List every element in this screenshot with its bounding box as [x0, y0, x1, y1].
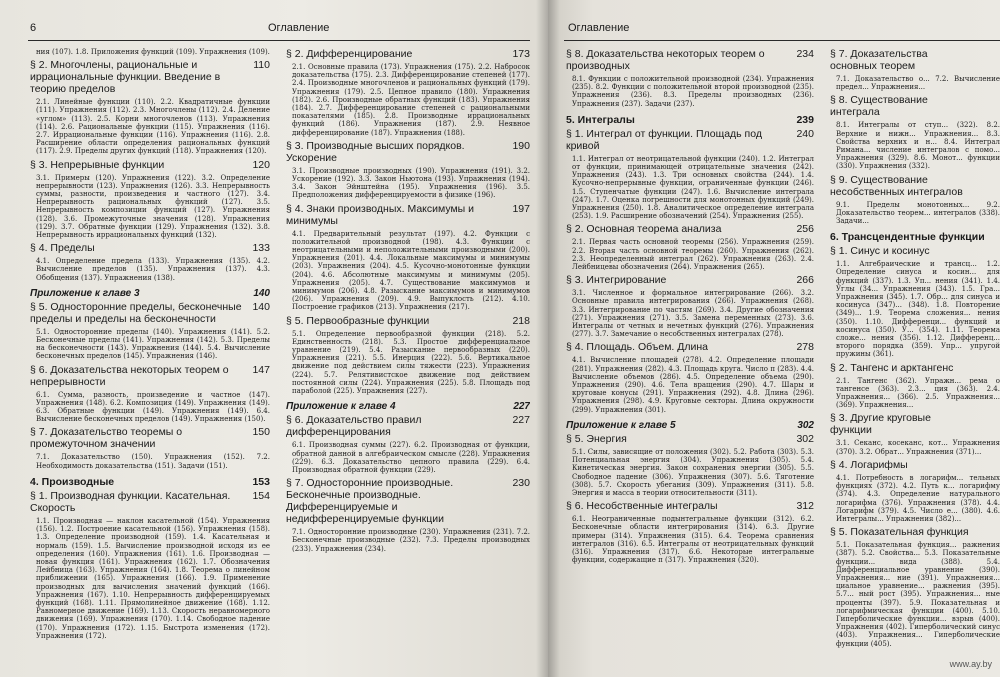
left-head-rule [28, 40, 530, 41]
toc-subsections: 1.1. Алгебраические и трансц... 1.2. Определение синуса и косин... для функций (337). 1.3. Уп... нения (341). 1.4. Углы (34... Упражнения (343). 1.5. Гра... Упражнения (345). 1.7. Обр... для синуса и косинуса (347)... (348). 1.8. Повторение (349)... 1.9. Теорема сложения... нения (350). 1.10. Дифференци... функций и косинуса (350). У... (354). 1.11. Теорема сложе... нения (356). 1.12. Дифференц... второго порядка (359). Упр... упругой пружины (361). [836, 260, 1000, 359]
entry-title: § 3. Интегрирование [566, 274, 667, 287]
section-entry [30, 59, 270, 95]
entry-title: § 1. Синус и косинус [830, 245, 930, 258]
section-entry [830, 174, 1000, 198]
section-entry [30, 242, 270, 254]
toc-subsections: 2.1. Тангенс (362). Упражн... рема о тангенсе (363). 2.3... ция (363). 2.4. Упражнения... (366). 2.5. Упражнения... (369). Упражнения... [836, 376, 1000, 410]
right-running-head: Оглавление [568, 22, 630, 34]
section-entry [830, 245, 1000, 257]
entry-title: § 7. Доказательства основных теорем [830, 48, 928, 72]
section-entry [286, 477, 530, 525]
entry-page: 147 [252, 363, 270, 376]
toc-subsections: 4.1. Предварительный результат (197). 4.2. Функции с положительной производной (198). 4.3. Функции с неотрицательными и неположительными производными (200). Упражнения (201). 4.4. Локальные максимумы и минимумы (203). Упражнения (204). 4.5. Кусочно-монотонные функции (204). 4.6. Абсолютные максимумы и минимумы (205). Упражнения (205). 4.7. Существование максимумов и минимумов (206). 4.8. Разыскание максимумов и минимумов (206). Упражнения (209). 4.9. Выпуклость (212). 4.10. Построение графиков (213). Упражнения (217). [292, 229, 530, 312]
entry-title: § 9. Существование несобственных интегралов [830, 173, 963, 198]
section-entry [286, 203, 530, 227]
entry-page: 302 [796, 432, 814, 445]
toc-subsections: 8.1. Функции с положительной производной (234). Упражнения (235). 8.2. Функции с положительной второй производной (235). Упражнения (236). 8.3. Пределы производных (236). Упражнения (237). Задачи (237). [572, 75, 814, 108]
toc-subsections: 1.1. Производная — наклон касательной (154). Упражнения (156). 1.2. Построение касательной (156). Упражнения (158). 1.3. Определение производной (159). 1.4. Касательная и нормаль (159). 1.5. Вычисление производной исходя из ее определения (160). Упражнения (161). 1.6. Производная — новая функция (161). Упражнения (162). 1.7. Обозначения Лейбница (163). Упражнения (164). 1.8. Теорема о линейном приближении (165). Упражнения (166). 1.9. Применение производных для вычисления значений функций (166). Упражнения (167). 1.10. Непрерывность дифференцируемых функций (168). 1.11. Прямолинейное движение (168). 1.12. Равномерное движение (169). 1.13. Скорость неравномерного движения (169). Упражнения (170). 1.14. Свободное падение (170). Упражнения (172). 1.15. Быстрота изменения (172). Упражнения (172). [36, 516, 270, 640]
section-entry [566, 223, 814, 235]
section-entry [830, 526, 1000, 538]
toc-subsections: 7.1. Односторонние производные (230). Упражнения (231). 7.2. Бесконечные производные (232). 7.3. Пределы производных (233). Упражнения (234). [292, 528, 530, 553]
toc-subsections: 3.1. Численное и формальное интегрирование (266). 3.2. Основные правила интегрирования (266). Упражнения (268). 3.3. Интегрирование по частям (269). 3.4. Другие обозначения (271). Упражнения (271). 3.5. Замена переменных (273). 3.6. Интегралы от четных и нечетных функций (276). Упражнения (277). 3.7. Замечание о несобственных интегралах (278). [572, 289, 814, 339]
entry-title: § 3. Другие круговые функции [830, 412, 931, 437]
section-entry [286, 140, 530, 164]
section-entry [566, 274, 814, 286]
entry-title: § 6. Доказательство правил дифференцирования [286, 414, 422, 439]
entry-page: 240 [796, 127, 814, 140]
section-entry [286, 414, 530, 438]
chapter-heading [566, 114, 814, 126]
entry-page: 227 [513, 401, 530, 413]
entry-title: § 7. Доказательство теоремы о промежуточном значении [30, 426, 183, 451]
entry-title: § 4. Логарифмы [830, 458, 908, 471]
entry-title: § 4. Знаки производных. Максимумы и минимумы [286, 202, 475, 227]
entry-page: 110 [253, 59, 270, 72]
right-head-rule [564, 40, 1000, 41]
entry-page: 239 [796, 113, 814, 126]
entry-page: 227 [512, 414, 530, 427]
entry-page: 173 [512, 48, 530, 60]
section-entry [566, 500, 814, 512]
toc-subsections: 1.1. Интеграл от неотрицательной функции (240). 1.2. Интеграл от функции, принимающей отрицательные значения (242). Упражнения (243). 1.3. Три основных свойства (244). 1.4. Кусочно-непрерывные функции, ограниченные функции (246). 1.5. Ступенчатые функции (247). 1.6. Вычисление интеграла (247). 1.7. Оценка погрешности для монотонных функций (249). Упражнения (250). 1.8. Аналитическое определение интеграла (253). 1.9. Расширение обозначений (254). Упражнения (255). [572, 154, 814, 221]
entry-page: 120 [252, 158, 270, 171]
entry-title: § 5. Односторонние пределы, бесконечные пределы и пределы на бесконечности [30, 300, 242, 325]
section-entry [30, 301, 270, 325]
entry-title: § 1. Интеграл от функции. Площадь под кривой [566, 127, 762, 152]
entry-page: 154 [252, 489, 270, 502]
left-running-head: Оглавление [268, 22, 330, 34]
section-entry [30, 364, 270, 388]
entry-title: § 8. Доказательства некоторых теорем о производных [566, 48, 765, 72]
section-entry [566, 433, 814, 445]
entry-page: 140 [253, 287, 270, 299]
toc-subsections: 3.1. Секанс, косеканс, кот... Упражнения (370). 3.2. Обрат... Упражнения (371)... [836, 439, 1000, 456]
watermark: www.ay.by [949, 659, 992, 669]
section-entry [30, 159, 270, 171]
appendix-heading [566, 420, 814, 431]
toc-subsections: ния (107). 1.8. Приложения функций (109). Упражнения (109). [36, 48, 270, 56]
toc-subsections: 5.1. Показательная функция... ражнения (387). 5.2. Свойства... 5.3. Показательные функции... вида (388). 5.4. Дифференциальное уравнение (390). Упражнения... ние (391). Упражнения... циальное уравнение... ражнения (395). 5.7... ный рост (395). Упражнения... ные проценты (397). 5.9. Показательная и логарифмическая функции (400). 5.10. Гиперболические функции... взрыв (400). Упражнения (402). Гиперболический синус (403). Упражнения... Гиперболические функции (405). [836, 541, 1000, 648]
entry-page: 302 [797, 419, 814, 431]
entry-page: 150 [252, 426, 270, 439]
toc-subsections: 3.1. Примеры (120). Упражнения (122). 3.2. Определение непрерывности (123). Упражнения (126). 3.3. Непрерывность суммы, разности, произведения и частного (127). 3.4. Непрерывность рациональных функций (127). 3.5. Непрерывность композиции функций (127). Упражнения (128). 3.6. Промежуточные значения (128). Упражнения (129). 3.7. Обратные функции (129). Упражнения (132). 3.8. Непрерывность иррациональных функций (132). [36, 173, 270, 240]
toc-subsections: 2.1. Основные правила (173). Упражнения (175). 2.2. Набросок доказательства (175). 2.3. Дифференцирование степеней (177). 2.4. Производные многочленов и рациональных функций (179). Упражнения (179). 2.5. Цепное правило (180). Упражнения (182). 2.6. Производные обратных функций (183). Упражнения (184). 2.7. Дифференцирование степеней с рациональными показателями (185). 2.8. Производные иррациональных функций (186). Упражнения (187). 2.9. Неявное дифференцирование (187). Упражнения (188). [292, 63, 530, 137]
entry-page: 230 [512, 477, 530, 490]
entry-title: § 6. Доказательства некоторых теорем о непрерывности [30, 363, 229, 388]
entry-title: Приложение к главе 5 [566, 419, 676, 431]
entry-title: § 7. Односторонние производные. Бесконечные производные. Дифференцируемые и недифференцируемые функции [286, 477, 454, 526]
toc-subsections: 4.1. Вычисление площадей (278). 4.2. Определение площади (281). Упражнения (282). 4.3. Площадь круга. Число π (283). 4.4. Вычисление объемов (286). 4.5. Определение объема (290). Упражнения (290). 4.6. Тела вращения (290). 4.7. Шары и круговые конусы (291). Упражнения (292). 4.8. Длина (296). Упражнения (298). 4.9. Круговые секторы. Длина окружности (299). Упражнения (301). [572, 356, 814, 414]
entry-page: 278 [796, 341, 814, 354]
chapter-heading [830, 231, 1000, 243]
left-column-1 [30, 48, 270, 673]
entry-page: 140 [252, 300, 270, 313]
entry-page: 266 [796, 274, 814, 287]
section-entry [830, 459, 1000, 471]
entry-title: § 2. Тангенс и арктангенс [830, 361, 954, 374]
right-column-1 [566, 48, 814, 673]
entry-title: § 4. Пределы [30, 242, 95, 255]
toc-subsections: 3.1. Производные производных (190). Упражнения (191). 3.2. Ускорение (192). 3.3. Закон Ньютона (193). Упражнения (194). 3.4. Закон Эйнштейна (195). Упражнения (196). 3.5. Предположения дифференцируемости в физике (196). [292, 166, 530, 200]
section-entry [830, 48, 1000, 72]
entry-title: § 5. Энергия [566, 432, 627, 445]
toc-subsections: 5.1. Односторонние пределы (140). Упражнения (141). 5.2. Бесконечные пределы (141). Упражнения (142). 5.3. Пределы на бесконечности (143). Упражнения (144). 5.4. Вычисление бесконечных пределов (145). Упражнения (146). [36, 327, 270, 361]
section-entry [830, 94, 1000, 118]
entry-page: 133 [252, 242, 270, 255]
toc-subsections: 4.1. Потребность в логарифм... тельных функциях (372). 4.2. Путь к... логарифму (374). 4.3. Определение натурального логарифма (376). Упражнения (378). 4.4. Логарифм (379). 4.5. Число е... (380). 4.6. Интегралы... Упражнения (382)... [836, 473, 1000, 523]
entry-title: § 2. Дифференцирование [286, 48, 413, 60]
entry-title: Приложение к главе 4 [286, 401, 396, 413]
entry-title: 6. Трансцендентные функции [830, 231, 985, 244]
toc-subsections: 6.1. Неограниченные подынтегральные функции (312). 6.2. Бесконечные области интегрирования (314). 6.3. Другие примеры (314). Упражнения (315). 6.4. Теорема сравнения интегралов (316). 6.5. Интегралы от неотрицательных функций (316). Упражнения (317). 6.6. Некоторые интегральные функции, содержащие π (317). Упражнения (320). [572, 515, 814, 565]
section-entry [30, 490, 270, 514]
toc-subsections: 5.1. Силы, зависящие от положения (302). 5.2. Работа (303). 5.3. Потенциальная энергия (304). Упражнения (305). 5.4. Кинетическая энергия. Закон сохранения энергии (305). 5.5. Свободное падение (306). Упражнения (307). 5.6. Тяготение (308). 5.7. Скорость убегания (309). Упражнения (311). 5.8. Энергия и масса в теории относительности (311). [572, 447, 814, 497]
section-entry [30, 426, 270, 450]
entry-page: 218 [512, 314, 530, 327]
entry-title: § 6. Несобственные интегралы [566, 500, 718, 513]
entry-title: § 2. Основная теорема анализа [566, 223, 722, 236]
toc-subsections: 6.1. Производная суммы (227). 6.2. Производная от функции, обратной данной в алгебраическом смысле (228). Упражнения (229). 6.3. Доказательство цепного правила (229). 6.4. Производная обратной функции (229). [292, 441, 530, 474]
toc-subsections: 2.1. Линейные функции (110). 2.2. Квадратичные функции (111). Упражнения (112). 2.3. Многочлены (112). 2.4. Деление «углом» (113). 2.5. Корни многочленов (113). Упражнения (114). 2.6. Рациональные функции (115). Упражнения (116). 2.7. Иррациональные функции (116). Упражнения (116). 2.8. Расширение области определения рациональных функций (117). 2.9. Пределы других функций (118). Упражнения (120). [36, 98, 270, 156]
left-column-2 [286, 48, 530, 673]
entry-title: 5. Интегралы [566, 113, 635, 126]
toc-subsections: 7.1. Доказательство о... 7.2. Вычисление предел... Упражнения... [836, 75, 1000, 92]
section-entry [566, 341, 814, 353]
entry-title: § 3. Непрерывные функции [30, 158, 165, 171]
entry-title: § 2. Многочлены, рациональные и иррациональные функции. Введение в теорию пределов [30, 59, 221, 96]
section-entry [566, 48, 814, 72]
entry-page: 190 [512, 139, 530, 152]
entry-page: 256 [796, 223, 814, 236]
entry-page: 312 [796, 500, 814, 513]
book-gutter [536, 0, 560, 677]
appendix-heading [286, 401, 530, 412]
entry-title: § 8. Существование интеграла [830, 94, 928, 119]
toc-subsections: 9.1. Пределы монотонных... 9.2. Доказательство теорем... интегралов (338). Задачи... [836, 200, 1000, 226]
entry-title: § 5. Показательная функция [830, 526, 969, 539]
toc-subsections: 4.1. Определение предела (133). Упражнения (135). 4.2. Вычисление пределов (135). Упражнения (137). 4.3. Обобщения (137). Упражнения (138). [36, 257, 270, 282]
entry-title: § 1. Производная функции. Касательная. Скорость [30, 489, 231, 514]
entry-page: 153 [252, 475, 270, 488]
chapter-heading [30, 476, 270, 488]
entry-title: 4. Производные [30, 475, 115, 488]
toc-subsections: 8.1. Интегралы от ступ... (322). 8.2. Верхние и нижн... Упражнения... 8.3. Свойства верхних и н... 8.4. Интеграл Римана... числение интегралов с помо... Упражнения (329). 8.6. Монот... функции (330). Упражнения (332). [836, 121, 1000, 171]
right-column-2 [830, 48, 1000, 673]
right-page [548, 0, 1000, 677]
section-entry [286, 315, 530, 327]
entry-page: 234 [796, 48, 814, 60]
toc-subsections: 6.1. Сумма, разность, произведение и частное (147). Упражнения (148). 6.2. Композиция (149). Упражнения (149). 6.3. Обратные функции (149). Упражнения (149). 6.4. Вычисление бесконечных пределов (149). Упражнения (150). [36, 390, 270, 424]
toc-subsections: 7.1. Доказательство (150). Упражнения (152). 7.2. Необходимость доказательства (151). Задачи (151). [36, 453, 270, 470]
entry-title: § 4. Площадь. Объем. Длина [566, 341, 709, 354]
section-entry [286, 48, 530, 60]
left-page-number: 6 [30, 22, 37, 34]
appendix-heading [30, 288, 270, 299]
entry-title: § 3. Производные высших порядков. Ускорение [286, 139, 465, 164]
section-entry [830, 412, 1000, 436]
entry-page: 197 [512, 202, 530, 215]
toc-subsections: 2.1. Первая часть основной теоремы (256). Упражнения (259). 2.2. Вторая часть основной теоремы (260). Упражнения (262). 2.3. Неопределенный интеграл (262). Упражнения (263). 2.4. Лейбницевы обозначения (264). Упражнения (265). [572, 238, 814, 272]
section-entry [830, 362, 1000, 374]
entry-title: Приложение к главе 3 [30, 287, 140, 299]
section-entry [566, 128, 814, 152]
toc-subsections: 5.1. Определение первообразной функции (218). 5.2. Единственность (218). 5.3. Простое дифференциальное уравнение (219). 5.4. Разыскание первообразных (220). Упражнения (221). 5.5. Инерция (222). 5.6. Вертикальное движение под действием силы тяжести (223). Упражнения (224). 5.7. Релятивистское движение под действием постоянной силы (224). Упражнения (225). 5.8. Площадь под параболой (225). Упражнения (227). [292, 329, 530, 396]
entry-title: § 5. Первообразные функции [286, 314, 430, 327]
